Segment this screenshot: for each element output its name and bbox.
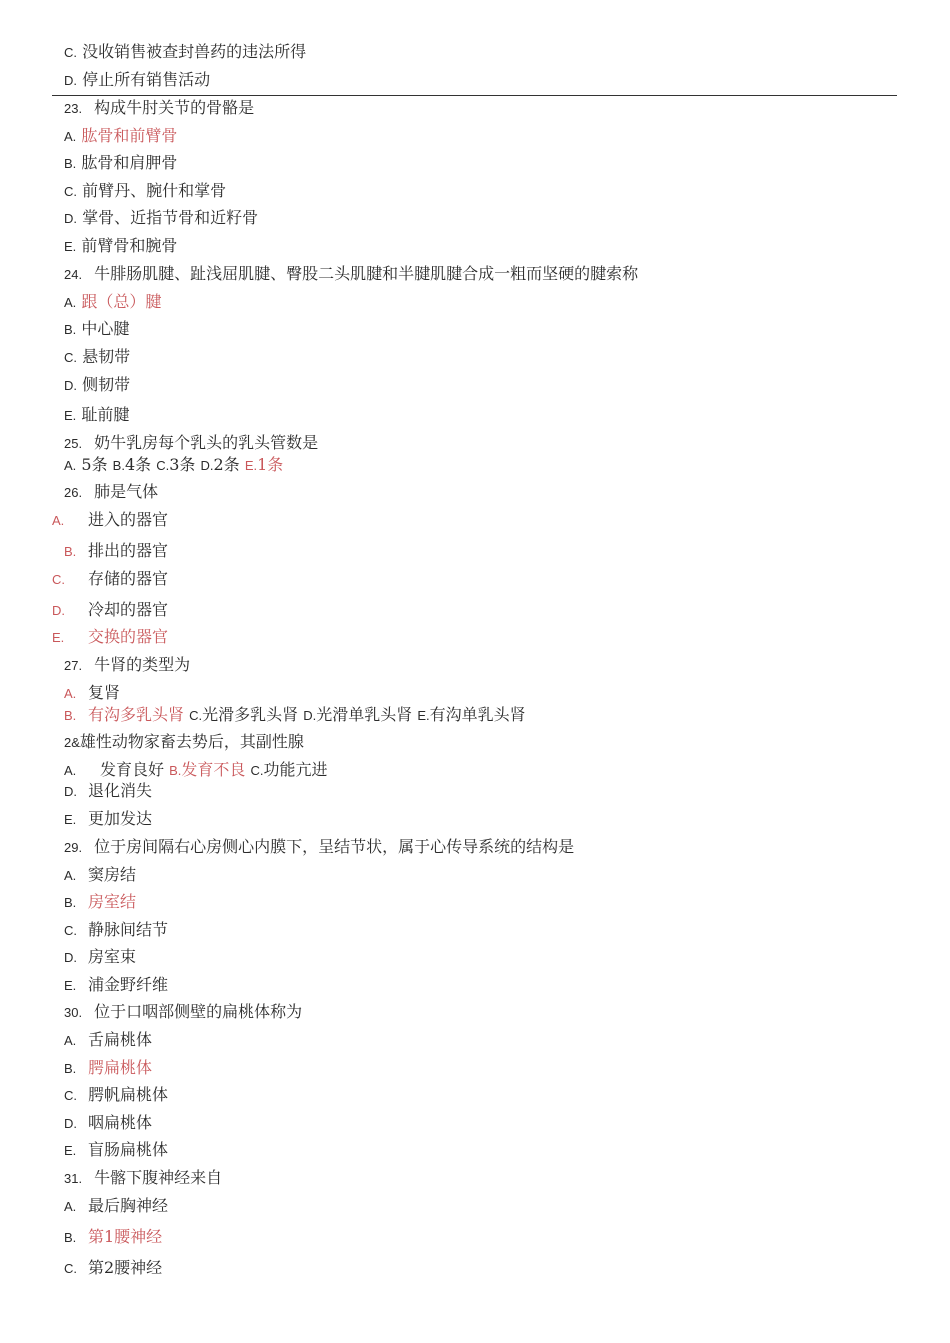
option-row bbox=[64, 319, 129, 340]
option-row bbox=[64, 1258, 162, 1279]
option-row bbox=[64, 892, 136, 913]
answer-option-label: B. bbox=[64, 708, 77, 723]
option-text: 侧韧带 bbox=[82, 375, 131, 394]
option-label: C. bbox=[64, 184, 77, 199]
option-label: B. bbox=[64, 156, 77, 171]
question-number: 2& bbox=[64, 735, 80, 750]
option-text: 有沟单乳头肾 bbox=[429, 705, 526, 724]
option-label: D. bbox=[64, 211, 77, 226]
question-text: 牛肾的类型为 bbox=[94, 655, 191, 674]
option-text: 肱骨和肩胛骨 bbox=[81, 153, 178, 172]
option-text: 静脉间结节 bbox=[88, 920, 169, 939]
answer-option-text: 有沟多乳头肾 bbox=[88, 705, 185, 724]
option-text: 更加发达 bbox=[88, 809, 153, 828]
option-label: E. bbox=[64, 239, 77, 254]
answer-option-label: B. bbox=[64, 544, 77, 559]
option-label: B. bbox=[64, 1230, 77, 1245]
option-text: 冷却的器官 bbox=[88, 600, 169, 619]
option-row bbox=[52, 510, 168, 531]
answer-option-text: 腭扁桃体 bbox=[88, 1058, 153, 1077]
option-text: 前臂丹、腕什和掌骨 bbox=[82, 181, 227, 200]
question-stem bbox=[64, 1002, 302, 1023]
option-text: 4条 bbox=[124, 455, 152, 474]
question-stem bbox=[64, 482, 158, 503]
answer-option-text: 肱骨和前臂骨 bbox=[81, 126, 178, 145]
option-label: D. bbox=[64, 378, 77, 393]
option-text: 光滑多乳头肾 bbox=[202, 705, 299, 724]
option-text: 耻前腱 bbox=[81, 405, 130, 424]
inline-options-row bbox=[64, 760, 328, 781]
option-text: 排出的器官 bbox=[88, 541, 169, 560]
option-row bbox=[64, 1113, 152, 1134]
option-text: 咽扁桃体 bbox=[88, 1113, 153, 1132]
option-label: A. bbox=[64, 458, 77, 473]
option-label: C. bbox=[64, 350, 77, 365]
question-number: 26. bbox=[64, 485, 83, 500]
option-label: E. bbox=[64, 408, 77, 423]
option-row bbox=[64, 541, 168, 562]
option-label: D. bbox=[64, 73, 77, 88]
option-text: 窦房结 bbox=[88, 865, 137, 884]
inline-options-row bbox=[64, 455, 283, 476]
answer-option-text: 房室结 bbox=[88, 892, 137, 911]
option-row bbox=[64, 947, 136, 968]
option-row bbox=[64, 781, 152, 802]
question-text: 奶牛乳房每个乳头的乳头管数是 bbox=[94, 433, 319, 452]
question-stem bbox=[64, 433, 318, 454]
option-row bbox=[64, 236, 177, 257]
answer-option-label: D. bbox=[52, 603, 65, 618]
option-text: 进入的器官 bbox=[88, 510, 169, 529]
option-label: C. bbox=[250, 763, 264, 778]
question-number: 30. bbox=[64, 1005, 83, 1020]
question-text: 雄性动物家畜去势后，其副性腺 bbox=[79, 732, 304, 751]
question-text: 位于房间隔右心房侧心内膜下，呈结节状，属于心传导系统的结构是 bbox=[94, 837, 575, 856]
question-stem bbox=[64, 837, 574, 858]
question-number: 23. bbox=[64, 101, 83, 116]
option-label: A. bbox=[64, 1199, 77, 1214]
option-row bbox=[64, 1140, 168, 1161]
option-label: D. bbox=[200, 458, 214, 473]
option-label: D. bbox=[64, 950, 77, 965]
option-text: 3条 bbox=[169, 455, 196, 474]
inline-options-row bbox=[64, 705, 526, 726]
option-label: C. bbox=[64, 45, 77, 60]
question-text: 位于口咽部侧壁的扁桃体称为 bbox=[94, 1002, 303, 1021]
question-text: 构成牛肘关节的骨骼是 bbox=[94, 98, 255, 117]
option-text: 腭帆扁桃体 bbox=[88, 1085, 169, 1104]
option-text: 5条 bbox=[81, 455, 108, 474]
option-text: 光滑单乳头肾 bbox=[316, 705, 413, 724]
option-label: C. bbox=[64, 1088, 77, 1103]
option-label: E. bbox=[64, 1143, 77, 1158]
option-row bbox=[64, 1085, 168, 1106]
option-text: 舌扁桃体 bbox=[88, 1030, 153, 1049]
option-row bbox=[52, 627, 168, 648]
option-row bbox=[64, 975, 168, 996]
option-row bbox=[64, 292, 161, 313]
option-text: 功能亢进 bbox=[263, 760, 328, 779]
question-stem bbox=[64, 1168, 222, 1189]
answer-option-label: C. bbox=[52, 572, 65, 587]
option-row bbox=[64, 208, 258, 229]
option-text: 2条 bbox=[213, 455, 240, 474]
option-text: 浦金野纤维 bbox=[88, 975, 169, 994]
option-row bbox=[52, 569, 168, 590]
option-label: A. bbox=[64, 868, 77, 883]
question-text: 牛腓肠肌腱、趾浅屈肌腱、臀股二头肌腱和半腱肌腱合成一粗而坚硬的腱索称 bbox=[94, 264, 639, 283]
option-label: D. bbox=[303, 708, 317, 723]
option-text: 没收销售被查封兽药的违法所得 bbox=[82, 42, 307, 61]
option-label: E. bbox=[64, 812, 77, 827]
option-text: 退化消失 bbox=[88, 781, 153, 800]
option-text: 第2腰神经 bbox=[88, 1258, 163, 1277]
option-label: E. bbox=[417, 708, 430, 723]
option-row bbox=[64, 42, 306, 63]
question-text: 肺是气体 bbox=[94, 482, 159, 501]
option-row bbox=[64, 375, 130, 396]
question-stem bbox=[64, 98, 254, 119]
option-row bbox=[52, 600, 168, 621]
option-row bbox=[64, 126, 177, 147]
option-row bbox=[64, 1030, 152, 1051]
option-label: C. bbox=[156, 458, 170, 473]
question-stem bbox=[64, 732, 304, 753]
option-text: 前臂骨和腕骨 bbox=[81, 236, 178, 255]
option-label: D. bbox=[64, 784, 77, 799]
option-row bbox=[64, 153, 177, 174]
divider-rule bbox=[52, 95, 897, 96]
question-number: 31. bbox=[64, 1171, 83, 1186]
option-row bbox=[64, 809, 152, 830]
option-text: 房室束 bbox=[88, 947, 137, 966]
answer-option-text: 发育不良 bbox=[181, 760, 246, 779]
option-row bbox=[64, 1058, 152, 1079]
option-row bbox=[64, 70, 210, 91]
option-label: B. bbox=[64, 1061, 77, 1076]
option-text: 复肾 bbox=[88, 683, 121, 702]
option-label: B. bbox=[112, 458, 125, 473]
option-row bbox=[64, 347, 130, 368]
answer-option-label: E. bbox=[52, 630, 65, 645]
option-row bbox=[64, 865, 136, 886]
option-label: A. bbox=[64, 763, 77, 778]
option-text: 发育良好 bbox=[100, 760, 165, 779]
question-number: 24. bbox=[64, 267, 83, 282]
option-text: 最后胸神经 bbox=[88, 1196, 169, 1215]
answer-option-text: 交换的器官 bbox=[88, 627, 169, 646]
answer-option-label: B. bbox=[169, 763, 182, 778]
question-stem bbox=[64, 264, 638, 285]
option-row bbox=[64, 1196, 168, 1217]
answer-option-label: A. bbox=[64, 686, 77, 701]
answer-option-text: 第1腰神经 bbox=[88, 1227, 163, 1246]
option-text: 中心腱 bbox=[81, 319, 130, 338]
option-label: C. bbox=[64, 923, 77, 938]
answer-option-label: E. bbox=[244, 458, 258, 473]
option-row bbox=[64, 405, 129, 426]
option-label: C. bbox=[64, 1261, 77, 1276]
answer-option-text: 1条 bbox=[257, 455, 284, 474]
option-label: E. bbox=[64, 978, 77, 993]
option-label: A. bbox=[64, 295, 77, 310]
option-text: 掌骨、近指节骨和近籽骨 bbox=[82, 208, 259, 227]
option-label: B. bbox=[64, 895, 77, 910]
answer-option-label: A. bbox=[52, 513, 65, 528]
question-number: 25. bbox=[64, 436, 83, 451]
option-row bbox=[64, 1227, 162, 1248]
option-text: 盲肠扁桃体 bbox=[88, 1140, 169, 1159]
question-text: 牛髂下腹神经来自 bbox=[94, 1168, 223, 1187]
question-number: 29. bbox=[64, 840, 83, 855]
option-label: D. bbox=[64, 1116, 77, 1131]
option-label: B. bbox=[64, 322, 77, 337]
option-row bbox=[64, 920, 168, 941]
option-row bbox=[64, 683, 120, 704]
answer-option-text: 跟（总）腱 bbox=[81, 292, 162, 311]
option-label: A. bbox=[64, 129, 77, 144]
option-row bbox=[64, 181, 226, 202]
question-stem bbox=[64, 655, 190, 676]
option-label: A. bbox=[64, 1033, 77, 1048]
option-label: C. bbox=[189, 708, 203, 723]
question-number: 27. bbox=[64, 658, 83, 673]
option-text: 悬韧带 bbox=[82, 347, 131, 366]
option-text: 停止所有销售活动 bbox=[82, 70, 211, 89]
option-text: 存储的器官 bbox=[88, 569, 169, 588]
